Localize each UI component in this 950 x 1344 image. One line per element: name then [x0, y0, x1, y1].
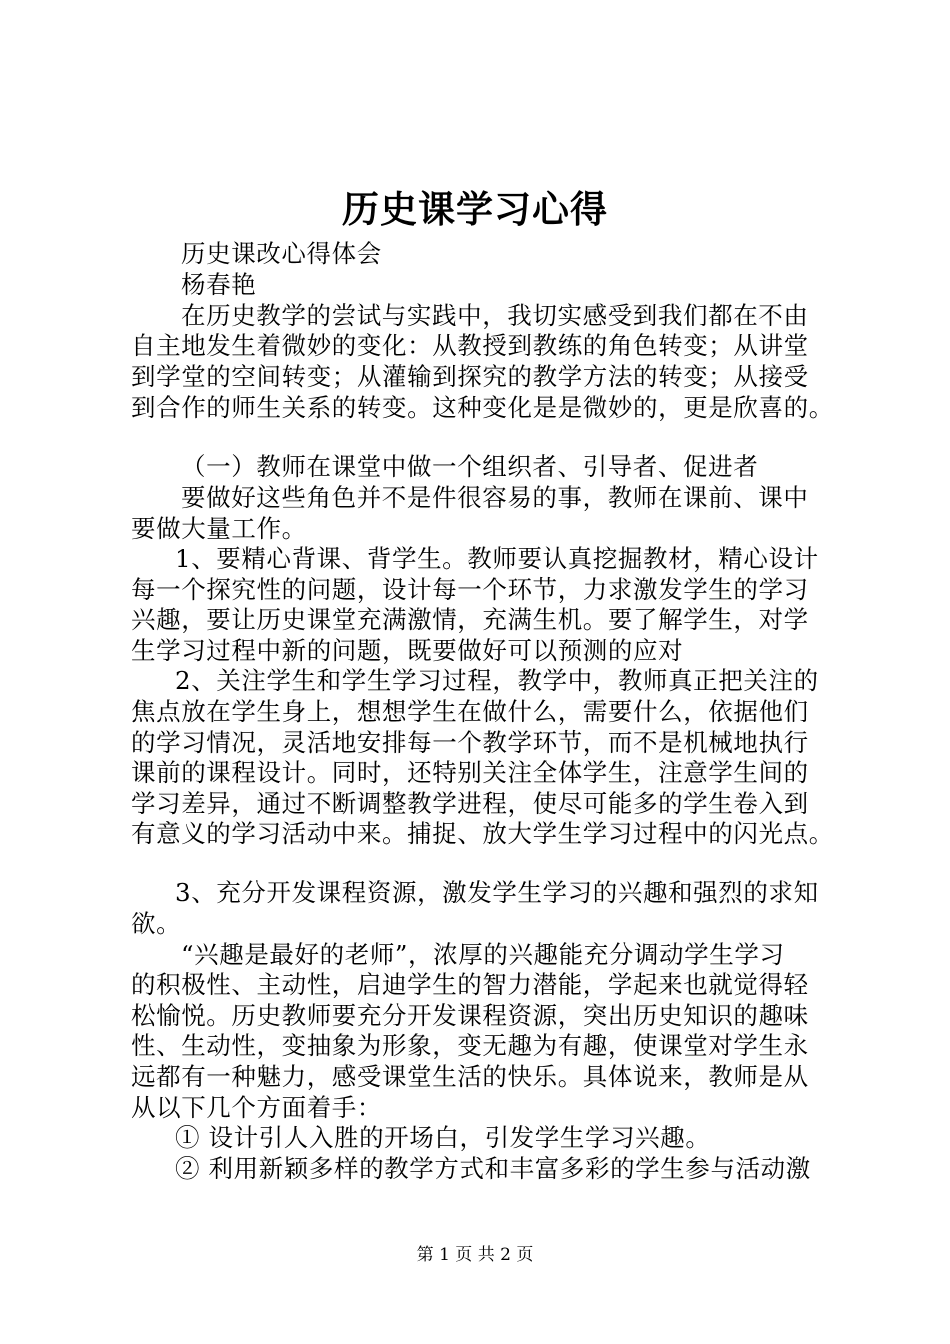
- paragraph-line: 的学习情况，灵活地安排每一个教学环节，而不是机械地执行: [131, 728, 809, 757]
- paragraph-line: 从以下几个方面着手：: [131, 1093, 382, 1122]
- paragraph-line: 有意义的学习活动中来。捕捉、放大学生学习过程中的闪光点。: [131, 819, 834, 848]
- section-heading: （一）教师在课堂中做一个组织者、引导者、促进者: [181, 452, 759, 481]
- author-line: 杨春艳: [181, 270, 257, 299]
- list-item: ② 利用新颖多样的教学方式和丰富多彩的学生参与活动激: [175, 1154, 811, 1183]
- paragraph-line: 自主地发生着微妙的变化：从教授到教练的角色转变；从讲堂: [131, 331, 809, 360]
- paragraph-line: 2、关注学生和学生学习过程，教学中，教师真正把关注的: [175, 666, 819, 695]
- paragraph-line: 的积极性、主动性，启迪学生的智力潜能，学起来也就觉得轻: [131, 970, 809, 999]
- paragraph-line: 欲。: [131, 909, 182, 938]
- paragraph-line: 每一个探究性的问题，设计每一个环节，力求激发学生的学习: [131, 575, 809, 604]
- paragraph-line: 远都有一种魅力，感受课堂生活的快乐。具体说来，教师是从: [131, 1062, 809, 1091]
- paragraph-line: 课前的课程设计。同时，还特别关注全体学生，注意学生间的: [131, 758, 809, 787]
- paragraph-line: 兴趣，要让历史课堂充满激情，充满生机。要了解学生，对学: [131, 605, 809, 634]
- document-title: 历史课学习心得: [342, 187, 608, 231]
- paragraph-line: 到合作的师生关系的转变。这种变化是是微妙的，更是欣喜的。: [131, 393, 834, 422]
- paragraph-line: 性、生动性，变抽象为形象，变无趣为有趣，使课堂对学生永: [131, 1031, 809, 1060]
- paragraph-line: 在历史教学的尝试与实践中，我切实感受到我们都在不由: [181, 301, 809, 330]
- paragraph-line: 学习差异，通过不断调整教学进程，使尽可能多的学生卷入到: [131, 789, 809, 818]
- paragraph-line: 松愉悦。历史教师要充分开发课程资源，突出历史知识的趣味: [131, 1001, 809, 1030]
- paragraph-line: “兴趣是最好的老师”，浓厚的兴趣能充分调动学生学习: [181, 940, 785, 969]
- paragraph-line: 3、充分开发课程资源，激发学生学习的兴趣和强烈的求知: [175, 878, 819, 907]
- paragraph-line: 要做大量工作。: [131, 514, 307, 543]
- page-number-footer: 第 1 页 共 2 页: [416, 1245, 534, 1265]
- paragraph-line: 到学堂的空间转变；从灌输到探究的教学方法的转变；从接受: [131, 362, 809, 391]
- subtitle-line: 历史课改心得体会: [181, 239, 382, 268]
- paragraph-line: 焦点放在学生身上，想想学生在做什么，需要什么，依据他们: [131, 697, 809, 726]
- list-item: ① 设计引人入胜的开场白，引发学生学习兴趣。: [175, 1123, 711, 1152]
- paragraph-line: 要做好这些角色并不是件很容易的事，教师在课前、课中: [181, 483, 809, 512]
- paragraph-line: 1、要精心背课、背学生。教师要认真挖掘教材，精心设计: [175, 544, 819, 573]
- paragraph-line: 生学习过程中新的问题，既要做好可以预测的应对: [131, 636, 684, 665]
